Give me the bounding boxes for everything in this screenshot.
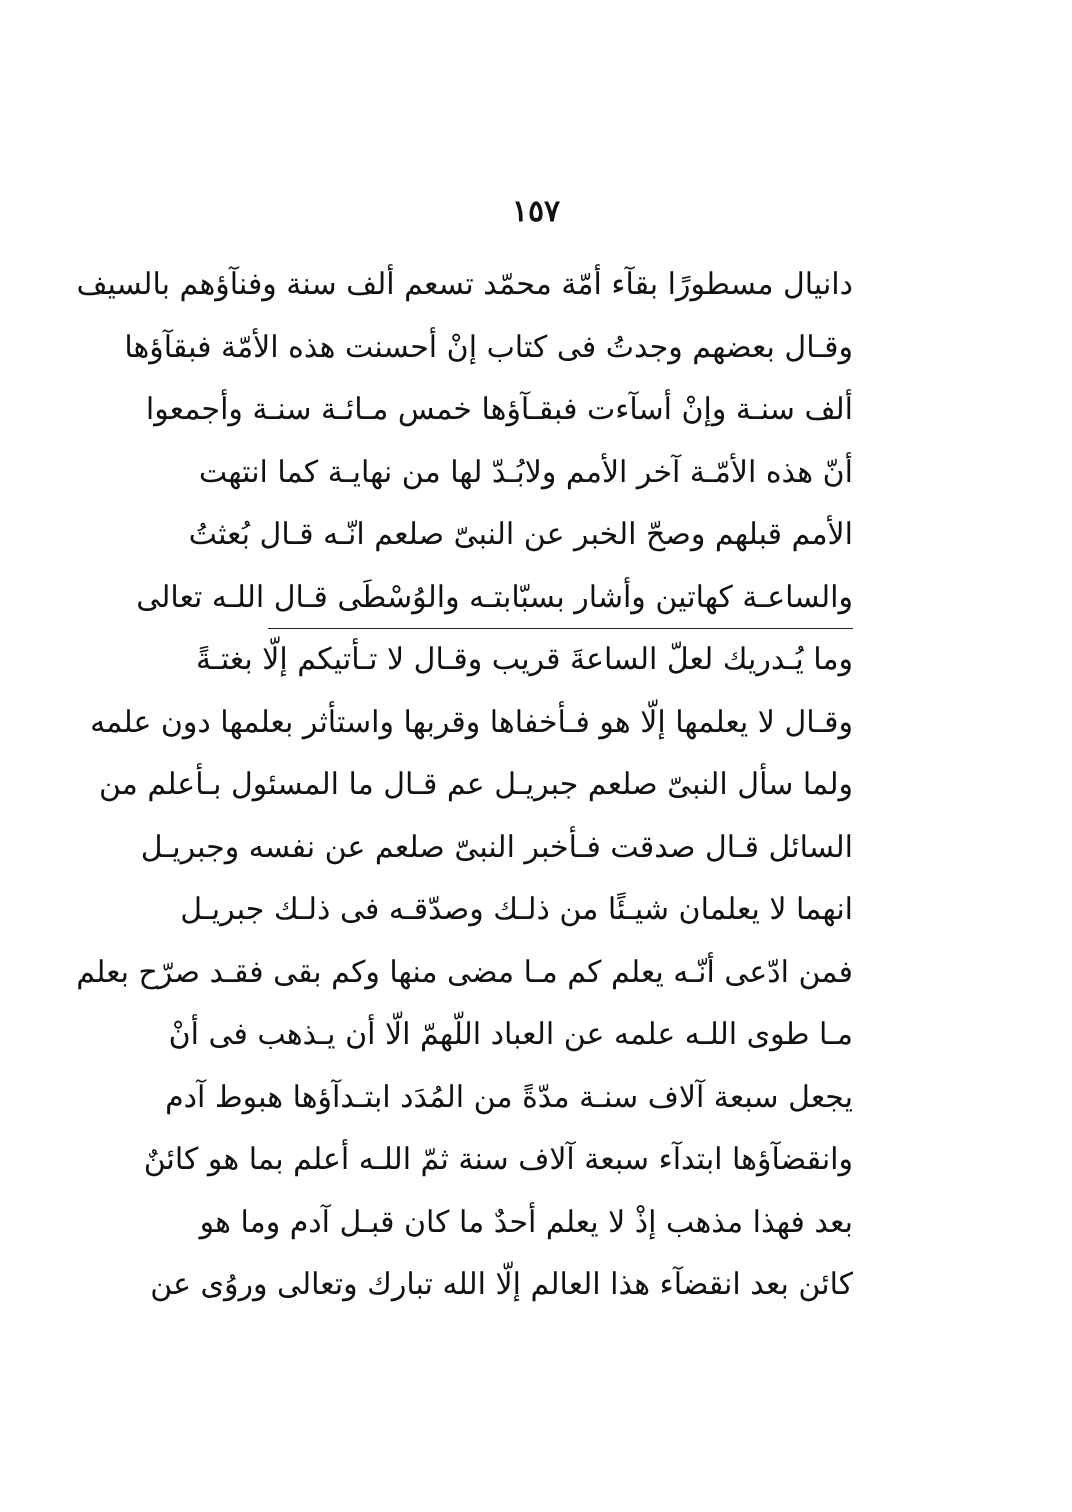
text-line: الأمم قبلهم وصحّ الخبر عن النبىّ صلعم انّـه قـال بُعثتُ	[188, 517, 853, 552]
text-line: دانيال مسطورًا بقآء أمّة محمّد تسعم ألف سنة وفنآؤهم بالسيف	[76, 267, 853, 302]
text-line: يجعل سبعة آلاف سنـة مدّةً من المُدَد ابتـدآؤها هبوط آدم	[165, 1079, 853, 1115]
body-text	[76, 254, 853, 1317]
horizontal-rule	[268, 628, 853, 629]
page-number: ١٥٧	[511, 194, 561, 229]
text-line: ألف سنـة وإنْ أسآءت فبقـآؤها خمس مـائـة سنـة وأجمعوا	[145, 392, 853, 427]
text-line: فمن ادّعى أنّـه يعلم كم مـا مضى منها وكم بقى فقـد صرّح بعلم	[76, 954, 853, 990]
text-line: أنّ هذه الأمّـة آخر الأمم ولابُـدّ لها من نهايـة كما انتهت	[198, 454, 853, 490]
text-line: السائل قـال صدقت فـأخبر النبىّ صلعم عن نفسه وجبريـل	[140, 829, 853, 865]
text-line: مـا طوى اللـه علمه عن العباد اللّهمّ الّا أن يـذهب فى أنْ	[168, 1017, 853, 1052]
text-line: وانقضآؤها ابتدآء سبعة آلاف سنة ثمّ اللـه أعلم بما هو كائنٌ	[143, 1142, 853, 1177]
text-line: ولما سأل النبىّ صلعم جبريـل عم قـال ما المسئول بـأعلم من	[98, 767, 853, 802]
text-line: كائن بعد انقضآء هذا العالم إلّا الله تبارك وتعالى وروُى عن	[150, 1267, 853, 1302]
text-line: وقـال بعضهم وجدتُ فى كتاب إنْ أحسنت هذه الأمّة فبقآؤها	[124, 329, 853, 365]
text-line: وما يُـدريك لعلّ الساعةَ قريب وقـال لا تـأتيكم إلّا بغتـةً	[196, 642, 853, 677]
text-line: والساعـة كهاتين وأشار بسبّابتـه والوُسْطَى قـال اللـه تعالى	[136, 579, 853, 615]
text-line: بعد فهذا مذهب إذْ لا يعلم أحدٌ ما كان قبـل آدم وما هو	[199, 1204, 853, 1240]
text-line: وقـال لا يعلمها إلّا هو فـأخفاها وقربها واستأثر بعلمها دون علمه	[90, 704, 853, 740]
text-line: انهما لا يعلمان شيـئًا من ذلـك وصدّقـه فى ذلـك جبريـل	[180, 892, 853, 927]
